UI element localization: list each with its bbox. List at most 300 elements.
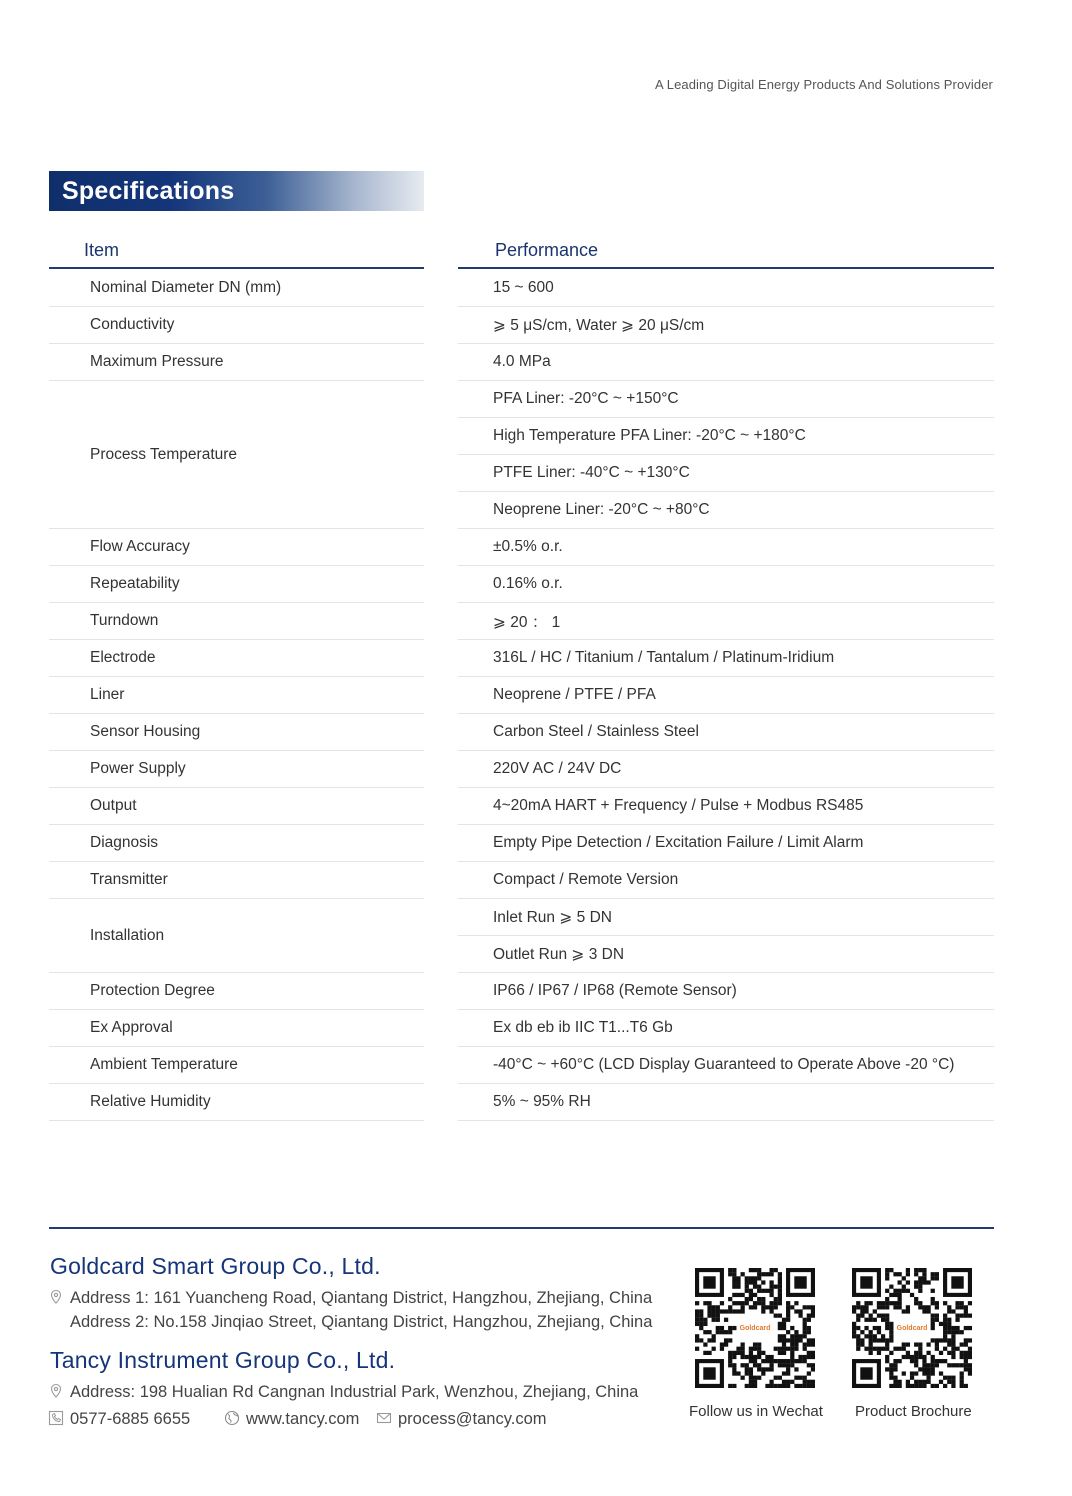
- qr-module: [798, 1309, 802, 1313]
- qr-module: [893, 1301, 897, 1305]
- qr-module: [761, 1305, 765, 1309]
- qr-module: [951, 1330, 955, 1334]
- qr-module: [869, 1330, 873, 1334]
- qr-module: [922, 1268, 926, 1272]
- qr-module: [712, 1305, 716, 1309]
- qr-module: [943, 1314, 947, 1318]
- address-3-text: Address: 198 Hualian Rd Cangnan Industrial Park, Wenzhou, Zhejiang, China: [70, 1383, 639, 1401]
- qr-module: [877, 1330, 881, 1334]
- company-name-tancy: Tancy Instrument Group Co., Ltd.: [50, 1347, 396, 1373]
- item-cell: [49, 344, 424, 381]
- qr-module: [926, 1309, 930, 1313]
- qr-module: [914, 1280, 918, 1284]
- qr-module: [716, 1309, 720, 1313]
- table-row: [0, 344, 1072, 381]
- qr-module: [757, 1285, 761, 1289]
- contact-website[interactable]: [224, 1410, 359, 1429]
- qr-module: [885, 1297, 889, 1301]
- qr-module: [947, 1363, 951, 1367]
- qr-module: [786, 1318, 790, 1322]
- item-cell: [49, 714, 424, 751]
- qr-module: [716, 1330, 720, 1334]
- qr-module: [774, 1305, 778, 1309]
- qr-module: [864, 1334, 868, 1338]
- qr-module: [968, 1301, 972, 1305]
- qr-module: [811, 1309, 815, 1313]
- qr-module: [736, 1347, 740, 1351]
- qr-module: [889, 1301, 893, 1305]
- item-label: Liner: [90, 686, 125, 703]
- qr-module: [898, 1293, 902, 1297]
- qr-module: [765, 1384, 769, 1388]
- qr-module: [761, 1272, 765, 1276]
- qr-module: [778, 1359, 782, 1363]
- qr-module: [811, 1338, 815, 1342]
- qr-module: [728, 1351, 732, 1355]
- qr-module: [943, 1338, 947, 1342]
- item-cell: [49, 529, 424, 566]
- qr-module: [881, 1347, 885, 1351]
- qr-module: [856, 1334, 860, 1338]
- qr-module: [922, 1380, 926, 1384]
- qr-module: [778, 1301, 782, 1305]
- qr-module: [960, 1363, 964, 1367]
- qr-module: [918, 1289, 922, 1293]
- qr-module: [968, 1367, 972, 1371]
- qr-module: [736, 1293, 740, 1297]
- performance-value: 4.0 MPa: [458, 344, 994, 381]
- qr-module: [757, 1367, 761, 1371]
- qr-module: [736, 1351, 740, 1355]
- qr-module: [877, 1314, 881, 1318]
- qr-module: [856, 1318, 860, 1322]
- qr-module: [906, 1355, 910, 1359]
- qr-module: [960, 1342, 964, 1346]
- qr-module: [753, 1342, 757, 1346]
- item-cell: [49, 1047, 424, 1084]
- qr-module: [955, 1318, 959, 1322]
- qr-module: [794, 1334, 798, 1338]
- qr-module: [926, 1380, 930, 1384]
- qr-module: [794, 1347, 798, 1351]
- qr-module: [906, 1309, 910, 1313]
- qr-module: [699, 1309, 703, 1313]
- qr-module: [898, 1280, 902, 1284]
- qr-module: [811, 1380, 815, 1384]
- qr-module: [803, 1355, 807, 1359]
- qr-module: [749, 1359, 753, 1363]
- qr-module: [703, 1330, 707, 1334]
- qr-module: [964, 1367, 968, 1371]
- item-cell: [49, 381, 424, 529]
- qr-module: [741, 1293, 745, 1297]
- qr-module: [856, 1342, 860, 1346]
- qr-module: [860, 1342, 864, 1346]
- location-pin-icon: [48, 1289, 64, 1305]
- qr-module: [852, 1334, 856, 1338]
- qr-module: [811, 1384, 815, 1388]
- table-row: [0, 603, 1072, 640]
- qr-module: [931, 1326, 935, 1330]
- qr-module: [703, 1318, 707, 1322]
- qr-module: [745, 1301, 749, 1305]
- company-name-goldcard: Goldcard Smart Group Co., Ltd.: [50, 1253, 381, 1279]
- qr-module: [885, 1276, 889, 1280]
- qr-module: [753, 1363, 757, 1367]
- qr-module: [741, 1347, 745, 1351]
- qr-logo-text: Goldcard: [739, 1325, 771, 1332]
- qr-module: [695, 1322, 699, 1326]
- specifications-banner: [49, 171, 424, 211]
- qr-module: [712, 1309, 716, 1313]
- item-label: Relative Humidity: [90, 1093, 211, 1110]
- qr-module: [782, 1380, 786, 1384]
- qr-module: [761, 1351, 765, 1355]
- qr-module: [931, 1301, 935, 1305]
- qr-module: [910, 1376, 914, 1380]
- performance-value: PTFE Liner: -40°C ~ +130°C: [458, 455, 994, 492]
- qr-module: [964, 1351, 968, 1355]
- qr-module: [922, 1384, 926, 1388]
- qr-module: [786, 1301, 790, 1305]
- qr-module: [778, 1376, 782, 1380]
- qr-module: [807, 1380, 811, 1384]
- performance-cell: [458, 1047, 994, 1084]
- qr-module: [873, 1338, 877, 1342]
- qr-module: [931, 1297, 935, 1301]
- qr-module: [947, 1380, 951, 1384]
- qr-module: [741, 1351, 745, 1355]
- qr-module: [786, 1330, 790, 1334]
- qr-module: [935, 1359, 939, 1363]
- qr-module: [695, 1309, 699, 1313]
- performance-cell: [458, 862, 994, 899]
- qr-module: [864, 1305, 868, 1309]
- qr-module: [914, 1301, 918, 1305]
- qr-module: [935, 1305, 939, 1309]
- table-row: [0, 973, 1072, 1010]
- qr-module: [724, 1309, 728, 1313]
- item-cell: [49, 307, 424, 344]
- qr-module: [889, 1384, 893, 1388]
- qr-finder-inner: [951, 1276, 963, 1288]
- qr-module: [964, 1309, 968, 1313]
- qr-module: [811, 1355, 815, 1359]
- qr-module: [893, 1272, 897, 1276]
- qr-module: [877, 1351, 881, 1355]
- qr-module: [893, 1293, 897, 1297]
- qr-module: [774, 1376, 778, 1380]
- qr-module: [918, 1342, 922, 1346]
- qr-module: [695, 1314, 699, 1318]
- qr-module: [786, 1359, 790, 1363]
- qr-module: [712, 1318, 716, 1322]
- qr-module: [931, 1318, 935, 1322]
- qr-module: [955, 1330, 959, 1334]
- qr-module: [885, 1342, 889, 1346]
- qr-module: [786, 1347, 790, 1351]
- qr-module: [914, 1351, 918, 1355]
- qr-module: [893, 1289, 897, 1293]
- item-cell: [49, 899, 424, 973]
- qr-module: [728, 1268, 732, 1272]
- qr-module: [902, 1347, 906, 1351]
- qr-module: [939, 1371, 943, 1375]
- qr-module: [918, 1268, 922, 1272]
- qr-module: [811, 1342, 815, 1346]
- qr-module: [906, 1305, 910, 1309]
- qr-module: [745, 1276, 749, 1280]
- qr-module: [955, 1314, 959, 1318]
- qr-module: [811, 1367, 815, 1371]
- globe-icon: [224, 1410, 240, 1426]
- qr-module: [757, 1268, 761, 1272]
- qr-module: [889, 1376, 893, 1380]
- performance-cell: [458, 751, 994, 788]
- qr-module: [931, 1367, 935, 1371]
- phone-icon: [48, 1410, 64, 1426]
- qr-module: [778, 1289, 782, 1293]
- qr-module: [968, 1351, 972, 1355]
- qr-module: [910, 1359, 914, 1363]
- qr-module: [749, 1351, 753, 1355]
- qr-module: [885, 1355, 889, 1359]
- qr-module: [964, 1326, 968, 1330]
- qr-module: [881, 1334, 885, 1338]
- qr-module: [794, 1367, 798, 1371]
- item-label: Conductivity: [90, 316, 175, 333]
- qr-module: [947, 1376, 951, 1380]
- qr-module: [707, 1301, 711, 1305]
- qr-module: [893, 1384, 897, 1388]
- qr-module: [939, 1380, 943, 1384]
- qr-module: [757, 1351, 761, 1355]
- qr-module: [947, 1338, 951, 1342]
- qr-module: [761, 1289, 765, 1293]
- qr-module: [926, 1363, 930, 1367]
- item-cell: [49, 677, 424, 714]
- qr-finder-inner: [703, 1367, 715, 1379]
- qr-module: [931, 1272, 935, 1276]
- qr-module: [778, 1297, 782, 1301]
- qr-module: [935, 1314, 939, 1318]
- qr-module: [877, 1301, 881, 1305]
- qr-module: [782, 1384, 786, 1388]
- qr-module: [699, 1318, 703, 1322]
- item-cell: [49, 640, 424, 677]
- table-row: [0, 677, 1072, 714]
- qr-module: [728, 1359, 732, 1363]
- qr-module: [790, 1363, 794, 1367]
- qr-module: [922, 1272, 926, 1276]
- performance-value: Neoprene / PTFE / PFA: [458, 677, 994, 714]
- item-label: Ex Approval: [90, 1019, 173, 1036]
- qr-module: [782, 1334, 786, 1338]
- qr-module: [922, 1305, 926, 1309]
- qr-module: [885, 1359, 889, 1363]
- qr-module: [741, 1301, 745, 1305]
- qr-module: [803, 1347, 807, 1351]
- performance-value: Empty Pipe Detection / Excitation Failure / Limit Alarm: [458, 825, 994, 862]
- qr-module: [885, 1305, 889, 1309]
- qr-module: [753, 1276, 757, 1280]
- qr-module: [918, 1285, 922, 1289]
- qr-module: [699, 1338, 703, 1342]
- qr-module: [893, 1305, 897, 1309]
- qr-module: [728, 1355, 732, 1359]
- qr-module: [703, 1342, 707, 1346]
- table-row: [0, 899, 1072, 973]
- qr-module: [943, 1318, 947, 1322]
- performance-value: ⩾ 5 μS/cm, Water ⩾ 20 μS/cm: [458, 307, 994, 344]
- qr-module: [778, 1384, 782, 1388]
- qr-module: [749, 1305, 753, 1309]
- qr-module: [765, 1305, 769, 1309]
- qr-module: [869, 1314, 873, 1318]
- qr-module: [769, 1355, 773, 1359]
- qr-module: [873, 1326, 877, 1330]
- specifications-table: [0, 270, 1072, 1121]
- qr-module: [951, 1342, 955, 1346]
- qr-module: [786, 1384, 790, 1388]
- qr-module: [769, 1285, 773, 1289]
- qr-module: [951, 1355, 955, 1359]
- qr-module: [898, 1297, 902, 1301]
- qr-module: [707, 1314, 711, 1318]
- email-link[interactable]: process@tancy.com: [398, 1410, 547, 1428]
- qr-module: [902, 1276, 906, 1280]
- performance-value: -40°C ~ +60°C (LCD Display Guaranteed to Operate Above -20 °C): [458, 1047, 994, 1084]
- qr-module: [889, 1371, 893, 1375]
- qr-module: [943, 1359, 947, 1363]
- item-label: Output: [90, 797, 137, 814]
- qr-module: [736, 1371, 740, 1375]
- qr-module: [712, 1347, 716, 1351]
- qr-module: [757, 1363, 761, 1367]
- qr-module: [782, 1342, 786, 1346]
- qr-module: [869, 1342, 873, 1346]
- qr-module: [877, 1338, 881, 1342]
- qr-module: [769, 1305, 773, 1309]
- qr-module: [968, 1363, 972, 1367]
- qr-module: [968, 1338, 972, 1342]
- qr-module: [732, 1367, 736, 1371]
- qr-module: [774, 1347, 778, 1351]
- qr-module: [803, 1376, 807, 1380]
- qr-module: [964, 1314, 968, 1318]
- qr-module: [778, 1276, 782, 1280]
- item-cell: [49, 603, 424, 640]
- table-row: [0, 307, 1072, 344]
- qr-module: [732, 1301, 736, 1305]
- qr-module: [889, 1293, 893, 1297]
- qr-module: [943, 1322, 947, 1326]
- qr-module: [951, 1380, 955, 1384]
- address-1: [48, 1289, 652, 1308]
- qr-module: [716, 1305, 720, 1309]
- qr-module: [860, 1338, 864, 1342]
- qr-module: [736, 1276, 740, 1280]
- qr-module: [898, 1359, 902, 1363]
- qr-module: [960, 1330, 964, 1334]
- qr-module: [774, 1268, 778, 1272]
- contact-email[interactable]: [376, 1410, 547, 1429]
- qr-module: [753, 1359, 757, 1363]
- qr-module: [939, 1338, 943, 1342]
- qr-module: [728, 1330, 732, 1334]
- qr-module: [906, 1342, 910, 1346]
- qr-module: [898, 1305, 902, 1309]
- performance-value: 15 ~ 600: [458, 270, 994, 307]
- qr-module: [707, 1330, 711, 1334]
- performance-cell: [458, 899, 994, 973]
- qr-module: [902, 1289, 906, 1293]
- qr-module: [893, 1376, 897, 1380]
- qr-module: [757, 1272, 761, 1276]
- qr-module: [728, 1384, 732, 1388]
- qr-module: [939, 1322, 943, 1326]
- qr-module: [951, 1347, 955, 1351]
- qr-module: [753, 1384, 757, 1388]
- location-pin-icon: [48, 1383, 64, 1399]
- qr-module: [749, 1280, 753, 1284]
- qr-module: [732, 1272, 736, 1276]
- qr-module: [943, 1347, 947, 1351]
- qr-module: [753, 1355, 757, 1359]
- qr-module: [769, 1272, 773, 1276]
- qr-module: [947, 1305, 951, 1309]
- qr-module: [860, 1330, 864, 1334]
- qr-module: [774, 1359, 778, 1363]
- qr-module: [914, 1363, 918, 1367]
- qr-module: [790, 1351, 794, 1355]
- qr-module: [765, 1367, 769, 1371]
- qr-module: [728, 1305, 732, 1309]
- performance-value: Carbon Steel / Stainless Steel: [458, 714, 994, 751]
- website-link[interactable]: www.tancy.com: [246, 1410, 360, 1428]
- qr-finder-inner: [794, 1276, 806, 1288]
- qr-module: [885, 1326, 889, 1330]
- qr-module: [864, 1326, 868, 1330]
- qr-module: [885, 1268, 889, 1272]
- item-label: Electrode: [90, 649, 156, 666]
- qr-module: [910, 1355, 914, 1359]
- performance-value: Ex db eb ib IIC T1...T6 Gb: [458, 1010, 994, 1047]
- qr-module: [803, 1305, 807, 1309]
- qr-module: [931, 1276, 935, 1280]
- qr-module: [926, 1371, 930, 1375]
- qr-module: [811, 1314, 815, 1318]
- qr-module: [893, 1347, 897, 1351]
- qr-module: [914, 1297, 918, 1301]
- qr-module: [856, 1301, 860, 1305]
- qr-module: [790, 1380, 794, 1384]
- qr-module: [753, 1280, 757, 1284]
- table-row: [0, 381, 1072, 529]
- qr-module: [778, 1280, 782, 1284]
- column-header-item: Item: [84, 240, 120, 260]
- qr-module: [790, 1355, 794, 1359]
- qr-module: [807, 1371, 811, 1375]
- qr-module: [794, 1342, 798, 1346]
- qr-module: [968, 1314, 972, 1318]
- qr-module: [778, 1338, 782, 1342]
- qr-module: [778, 1334, 782, 1338]
- qr-module: [939, 1351, 943, 1355]
- qr-module: [786, 1314, 790, 1318]
- qr-module: [947, 1326, 951, 1330]
- qr-module: [922, 1371, 926, 1375]
